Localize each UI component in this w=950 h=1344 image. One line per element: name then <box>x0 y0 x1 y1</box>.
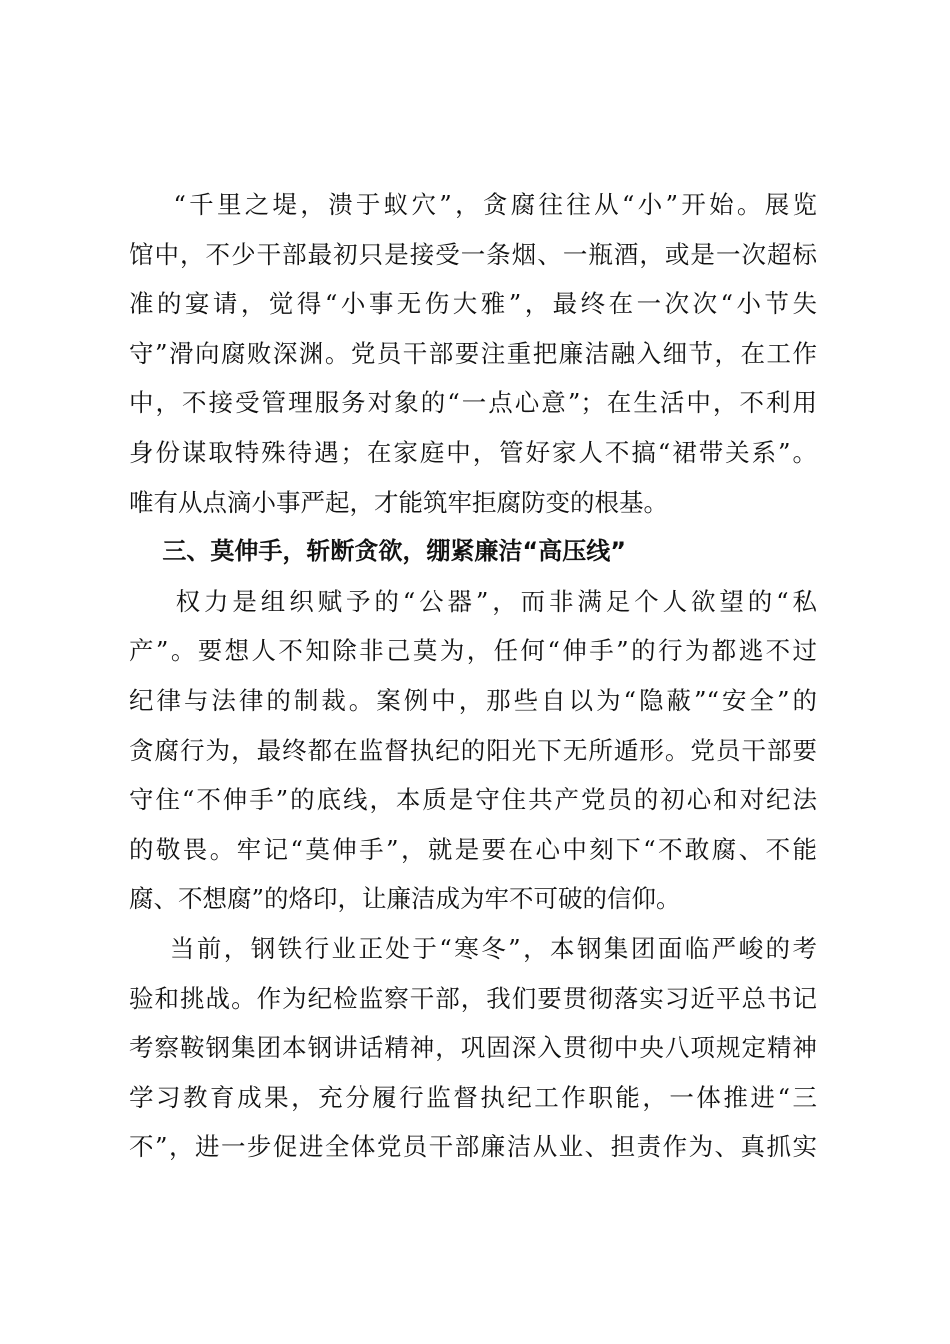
text-line: 身份谋取特殊待遇；在家庭中，管好家人不搞“裙带关系”。 <box>129 437 817 467</box>
document-body <box>129 180 817 1172</box>
text-line: 考察鞍钢集团本钢讲话精神，巩固深入贯彻中央八项规定精神 <box>129 1033 817 1063</box>
text-line: 验和挑战。作为纪检监察干部，我们要贯彻落实习近平总书记 <box>129 983 817 1013</box>
text-line: 守”滑向腐败深渊。党员干部要注重把廉洁融入细节，在工作 <box>129 338 817 368</box>
text-line: 腐、不想腐”的烙印，让廉洁成为牢不可破的信仰。 <box>129 884 681 914</box>
text-line: 纪律与法律的制裁。案例中，那些自以为“隐蔽”“安全”的 <box>129 685 817 715</box>
text-line: 守住“不伸手”的底线，本质是守住共产党员的初心和对纪法 <box>129 785 817 815</box>
text-line: 唯有从点滴小事严起，才能筑牢拒腐防变的根基。 <box>129 487 668 517</box>
text-line: 贪腐行为，最终都在监督执纪的阳光下无所遁形。党员干部要 <box>129 735 817 765</box>
text-line: 不”，进一步促进全体党员干部廉洁从业、担责作为、真抓实 <box>129 1132 817 1162</box>
paragraph-small-matters <box>129 180 817 527</box>
section-heading-three: 三、莫伸手，斩断贪欲，绷紧廉洁“高压线” <box>129 537 626 566</box>
paragraph-steel-industry <box>129 924 817 1172</box>
text-line: 中，不接受管理服务对象的“一点心意”；在生活中，不利用 <box>129 388 817 418</box>
text-line: 学习教育成果，充分履行监督执纪工作职能，一体推进“三 <box>129 1082 817 1112</box>
text-line: 的敬畏。牢记“莫伸手”，就是要在心中刻下“不敢腐、不能 <box>129 834 817 864</box>
text-line: 准的宴请，觉得“小事无伤大雅”，最终在一次次“小节失 <box>129 289 817 319</box>
paragraph-power <box>129 577 817 924</box>
text-line: 当前，钢铁行业正处于“寒冬”，本钢集团面临严峻的考 <box>129 933 817 963</box>
text-line: 馆中，不少干部最初只是接受一条烟、一瓶酒，或是一次超标 <box>129 239 817 269</box>
text-line: 产”。要想人不知除非己莫为，任何“伸手”的行为都逃不过 <box>129 636 817 666</box>
text-line: 权力是组织赋予的“公器”，而非满足个人欲望的“私 <box>129 586 817 616</box>
text-line: “千里之堤，溃于蚁穴”，贪腐往往从“小”开始。展览 <box>129 190 817 219</box>
